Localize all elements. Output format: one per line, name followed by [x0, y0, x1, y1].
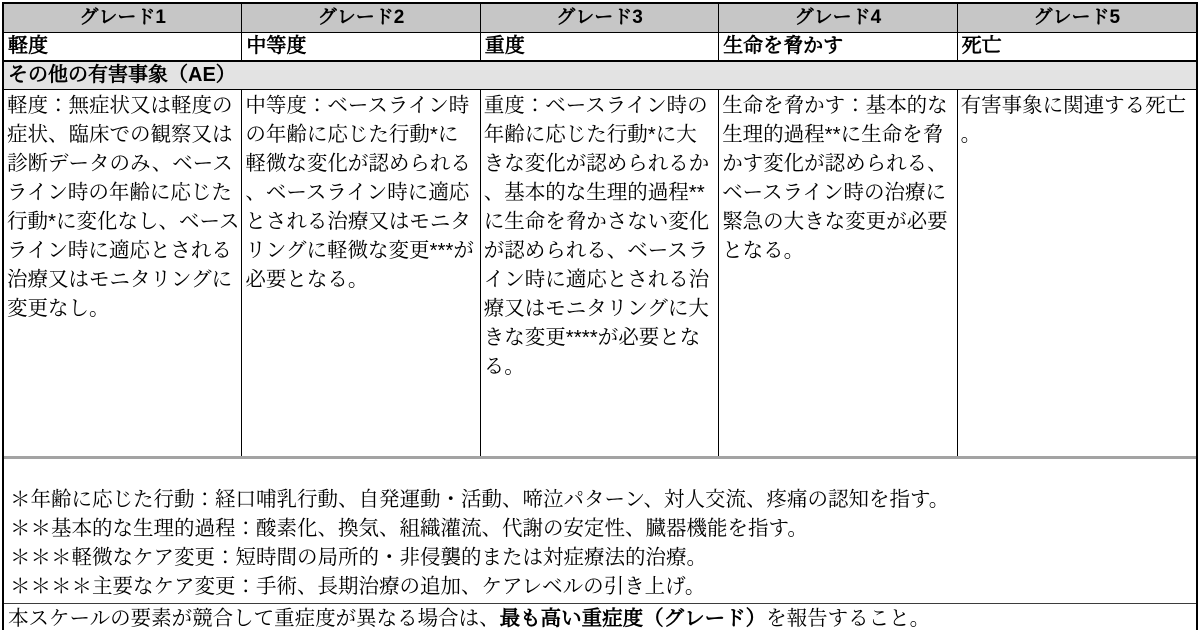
grade2-header: グレード2: [242, 4, 480, 32]
grade2-description: 中等度：ベースライン時の年齢に応じた行動*に軽微な変化が認められる、ベースライン時に適応とされる治療又はモニタリングに軽微な変更***が必要となる。: [242, 90, 480, 456]
footnote-age-appropriate-behavior: ＊年齢に応じた行動：経口哺乳行動、自発運動・活動、啼泣パターン、対人交流、疼痛の認知を指す。: [10, 488, 950, 511]
grade-description-row: [4, 90, 1196, 456]
ae-grading-scale-table: [2, 2, 1198, 630]
grade-header-row: [4, 4, 1196, 33]
reporting-note-suffix: を報告すること。: [766, 607, 931, 630]
section-header-other-ae: その他の有害事象（AE）: [4, 62, 1196, 90]
severity-label-life-threatening: 生命を脅かす: [719, 33, 957, 60]
grade4-description: 生命を脅かす：基本的な生理的過程**に生命を脅かす変化が認められる、ベースライン時の治療に緊急の大きな変更が必要となる。: [719, 90, 957, 456]
reporting-note-bold: 最も高い重症度（グレード）: [499, 607, 767, 630]
grade1-description: 軽度：無症状又は軽度の症状、臨床での観察又は診断データのみ、ベースライン時の年齢に応じた行動*に変化なし、ベースライン時に適応とされる治療又はモニタリングに変更なし。: [4, 90, 242, 456]
footnote-basic-physiological-processes: ＊＊基本的な生理的過程：酸素化、換気、組織灌流、代謝の安定性、臓器機能を指す。: [10, 517, 808, 540]
severity-label-mild: 軽度: [4, 33, 242, 60]
severity-label-row: [4, 33, 1196, 62]
severity-label-death: 死亡: [961, 35, 1002, 57]
grade3-header: グレード3: [481, 4, 719, 32]
grade1-header: グレード1: [4, 4, 242, 32]
grade4-header: グレード4: [719, 4, 957, 32]
footnote-minor-care-change: ＊＊＊軽微なケア変更：短時間の局所的・非侵襲的または対症療法的治療。: [10, 546, 707, 569]
severity-label-moderate: 中等度: [242, 33, 480, 60]
severity-label-severe: 重度: [481, 33, 719, 60]
grade3-description: 重度：ベースライン時の年齢に応じた行動*に大きな変化が認められるか、基本的な生理的過程**に生命を脅かさない変化が認められる、ベースライン時に適応とされる治療又はモニタリングに大きな変更****が必要となる。: [481, 90, 719, 456]
grade5-header: グレード5: [1033, 7, 1121, 28]
grade5-description: 有害事象に関連する死亡。: [960, 94, 1187, 146]
reporting-note: [4, 603, 1196, 634]
footnote-block: [4, 456, 1196, 603]
reporting-note-prefix: 本スケールの要素が競合して重症度が異なる場合は、: [8, 607, 500, 630]
footnote-major-care-change: ＊＊＊＊主要なケア変更：手術、長期治療の追加、ケアレベルの引き上げ。: [10, 575, 706, 598]
